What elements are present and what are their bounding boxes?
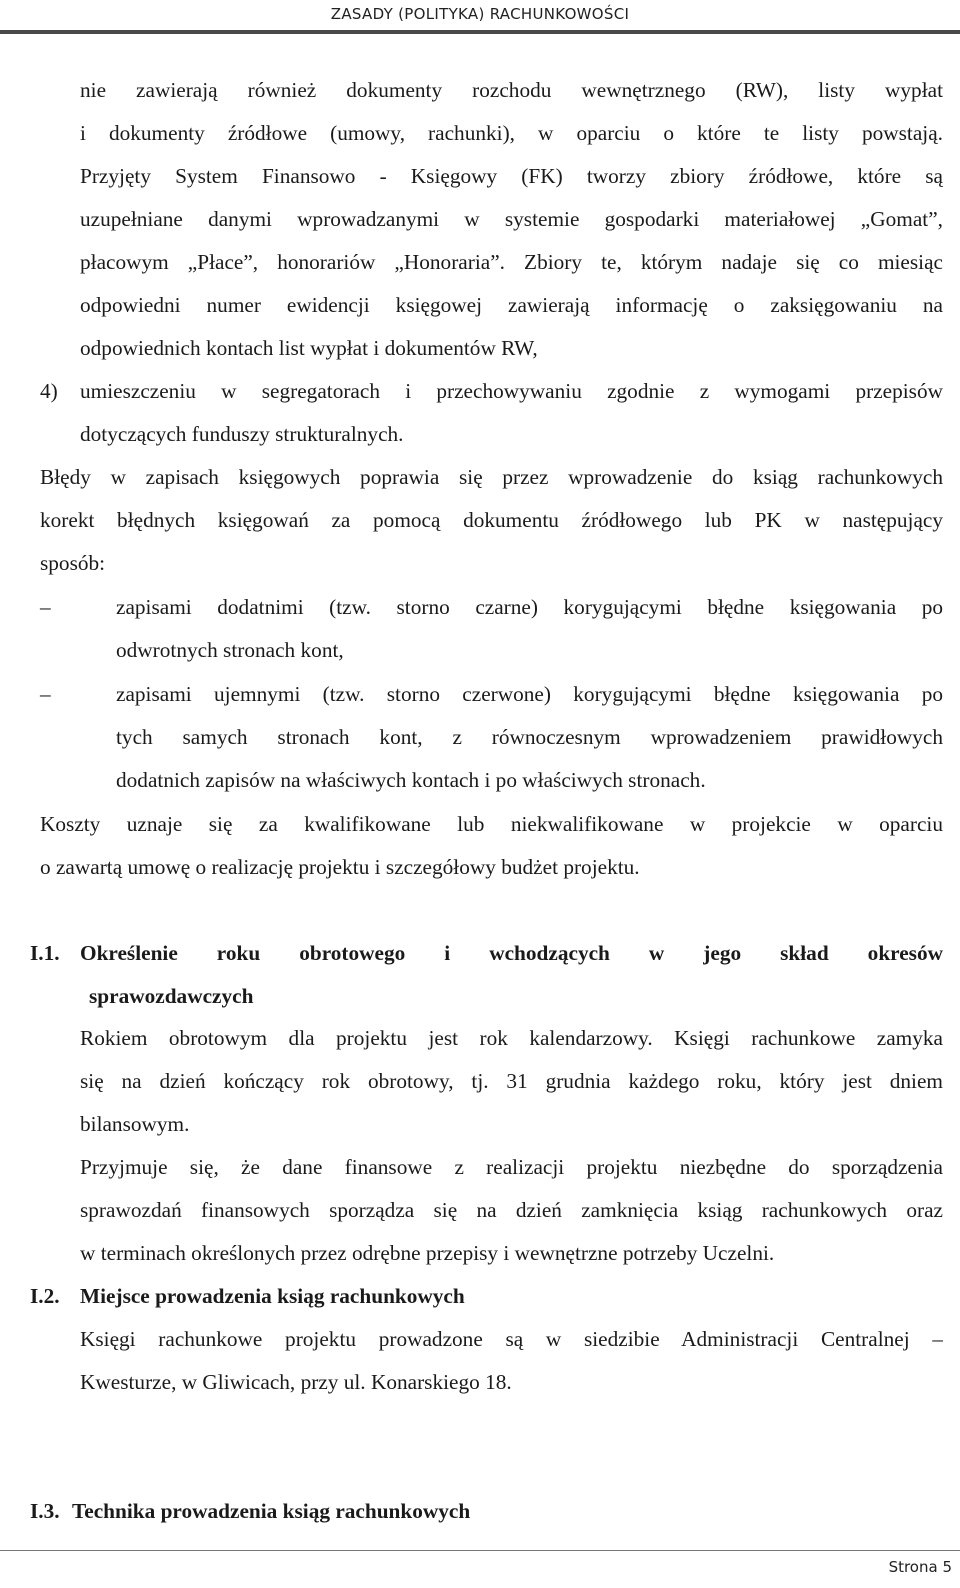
- section-title: Określenie roku obrotowego i wchodzących w jego skład okresów: [80, 941, 943, 965]
- text-line: odwrotnych stronach kont,: [116, 638, 344, 662]
- section-number: I.3.: [30, 1499, 60, 1523]
- text-line: się na dzień kończący rok obrotowy, tj. 31 grudnia każdego roku, który jest dniem: [80, 1069, 943, 1093]
- dash-bullet: –: [40, 682, 51, 706]
- text-line: Przyjęty System Finansowo - Księgowy (FK) tworzy zbiory źródłowe, które są: [80, 164, 943, 188]
- dash-bullet: –: [40, 595, 51, 619]
- list-item-number: 4): [40, 379, 58, 403]
- text-line: odpowiedni numer ewidencji księgowej zawierają informację o zaksięgowaniu na: [80, 293, 943, 317]
- text-line: zapisami ujemnymi (tzw. storno czerwone) korygującymi błędne księgowania po: [116, 682, 943, 706]
- text-line: płacowym „Płace”, honorariów „Honoraria”. Zbiory te, którym nadaje się co miesiąc: [80, 250, 943, 274]
- text-line: dotyczących funduszy strukturalnych.: [80, 422, 404, 446]
- text-line: dodatnich zapisów na właściwych kontach i po właściwych stronach.: [116, 768, 706, 792]
- text-line: w terminach określonych przez odrębne przepisy i wewnętrzne potrzeby Uczelni.: [80, 1241, 775, 1265]
- text-line: Rokiem obrotowym dla projektu jest rok kalendarzowy. Księgi rachunkowe zamyka: [80, 1026, 943, 1050]
- text-line: sposób:: [40, 551, 106, 575]
- text-line: zapisami dodatnimi (tzw. storno czarne) korygującymi błędne księgowania po: [116, 595, 943, 619]
- footer-rule: [0, 1550, 960, 1551]
- text-line: Kwesturze, w Gliwicach, przy ul. Konarskiego 18.: [80, 1370, 512, 1394]
- text-line: nie zawierają również dokumenty rozchodu wewnętrznego (RW), listy wypłat: [80, 78, 943, 102]
- text-line: Przyjmuje się, że dane finansowe z realizacji projektu niezbędne do sporządzenia: [80, 1155, 943, 1179]
- text-line: tych samych stronach kont, z równoczesnym wprowadzeniem prawidłowych: [116, 725, 943, 749]
- text-line: Błędy w zapisach księgowych poprawia się przez wprowadzenie do ksiąg rachunkowych: [40, 465, 943, 489]
- text-line: korekt błędnych księgowań za pomocą dokumentu źródłowego lub PK w następujący: [40, 508, 943, 532]
- section-number: I.1.: [30, 941, 60, 965]
- header-rule: [0, 30, 960, 34]
- text-line: odpowiednich kontach list wypłat i dokumentów RW,: [80, 336, 538, 360]
- header-title: ZASADY (POLITYKA) RACHUNKOWOŚCI: [330, 5, 630, 23]
- text-line: o zawartą umowę o realizację projektu i szczegółowy budżet projektu.: [40, 855, 640, 879]
- text-line: bilansowym.: [80, 1112, 190, 1136]
- page-header: [0, 0, 960, 34]
- section-title: sprawozdawczych: [89, 984, 254, 1008]
- page-number: Strona 5: [888, 1558, 952, 1576]
- text-line: uzupełniane danymi wprowadzanymi w systemie gospodarki materiałowej „Gomat”,: [80, 207, 943, 231]
- section-number: I.2.: [30, 1284, 60, 1308]
- text-line: sprawozdań finansowych sporządza się na dzień zamknięcia ksiąg rachunkowych oraz: [80, 1198, 943, 1222]
- text-line: Księgi rachunkowe projektu prowadzone są w siedzibie Administracji Centralnej –: [80, 1327, 943, 1351]
- section-title: Technika prowadzenia ksiąg rachunkowych: [72, 1499, 471, 1523]
- text-line: Koszty uznaje się za kwalifikowane lub niekwalifikowane w projekcie w oparciu: [40, 812, 943, 836]
- section-title: Miejsce prowadzenia ksiąg rachunkowych: [80, 1284, 465, 1308]
- text-line: i dokumenty źródłowe (umowy, rachunki), w oparciu o które te listy powstają.: [80, 121, 943, 145]
- text-line: umieszczeniu w segregatorach i przechowywaniu zgodnie z wymogami przepisów: [80, 379, 943, 403]
